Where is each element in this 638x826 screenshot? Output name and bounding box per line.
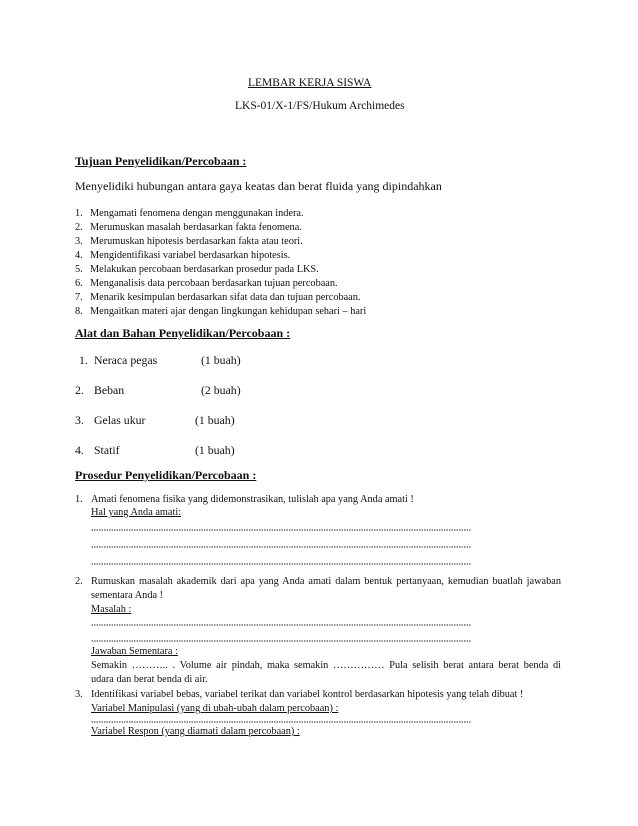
answer-line[interactable] — [91, 546, 471, 548]
tool-name: Statif — [94, 443, 120, 457]
step-number: 3. — [75, 689, 83, 700]
tool-quantity: (1 buah) — [201, 353, 241, 367]
answer-line[interactable] — [91, 640, 471, 642]
step-number: 1. — [75, 494, 83, 505]
tool-number: 1. — [79, 353, 88, 367]
tujuan-description: Menyelidiki hubungan antara gaya keatas dan berat fluida yang dipindahkan — [75, 179, 442, 193]
step-instruction: Rumuskan masalah akademik dari apa yang Anda amati dalam bentuk pertanyaan, kemudian buatlah jawaban — [91, 576, 561, 587]
hypothesis-text-continued: udara dan berat benda di air. — [91, 674, 208, 685]
answer-line[interactable] — [91, 721, 471, 723]
manipulated-variable-label: Variabel Manipulasi (yang di ubah-ubah dalam percobaan) : — [91, 703, 339, 714]
answer-line[interactable] — [91, 624, 471, 626]
tool-number: 4. — [75, 443, 84, 457]
tool-quantity: (1 buah) — [195, 443, 235, 457]
tool-number: 2. — [75, 383, 84, 397]
hypothesis-text: Semakin ……….. . Volume air pindah, maka semakin …………… Pula selisih berat antara berat benda di — [91, 660, 561, 671]
tool-quantity: (2 buah) — [201, 383, 241, 397]
response-variable-label: Variabel Respon (yang diamati dalam percobaan) : — [91, 726, 300, 737]
tool-quantity: (1 buah) — [195, 413, 235, 427]
step-instruction: Amati fenomena fisika yang didemonstrasikan, tulislah apa yang Anda amati ! — [91, 494, 414, 505]
page-title: LEMBAR KERJA SISWA — [248, 77, 372, 89]
tool-name: Neraca pegas — [94, 353, 158, 367]
problem-label: Masalah : — [91, 604, 132, 615]
section-heading-prosedur: Prosedur Penyelidikan/Percobaan : — [75, 468, 257, 482]
hypothesis-label: Jawaban Sementara : — [91, 646, 178, 657]
section-heading-tujuan: Tujuan Penyelidikan/Percobaan : — [75, 154, 247, 168]
observation-label: Hal yang Anda amati: — [91, 507, 182, 518]
tujuan-list: 1. Mengamati fenomena dengan menggunakan indera. 2. Merumuskan masalah berdasarkan fakta fenomena. 3. Merumuskan hipotesis berdasarkan fakta atau teori. 4. Mengidentifikasi variabel berdasarkan hipotesis. 5. Melakukan percobaan berdasarkan prosedur pada LKS. 6. Menganalisis data percobaan berdasarkan tujuan percobaan. 7. Menarik kesimpulan berdasarkan sifat data dan tujuan percobaan. 8. Mengaitkan materi ajar dengan lingkungan kehidupan sehari – hari — [75, 208, 367, 317]
step-instruction: Identifikasi variabel bebas, variabel terikat dan variabel kontrol berdasarkan hipotesis yang telah dibuat ! — [91, 689, 524, 700]
answer-line[interactable] — [91, 529, 471, 531]
step-instruction-continued: sementara Anda ! — [91, 590, 164, 601]
step-number: 2. — [75, 576, 83, 587]
tool-name: Beban — [94, 383, 125, 397]
section-heading-alat: Alat dan Bahan Penyelidikan/Percobaan : — [75, 326, 291, 340]
tool-name: Gelas ukur — [94, 413, 146, 427]
answer-line[interactable] — [91, 563, 471, 565]
page-subtitle: LKS-01/X-1/FS/Hukum Archimedes — [235, 100, 405, 112]
tool-number: 3. — [75, 413, 84, 427]
